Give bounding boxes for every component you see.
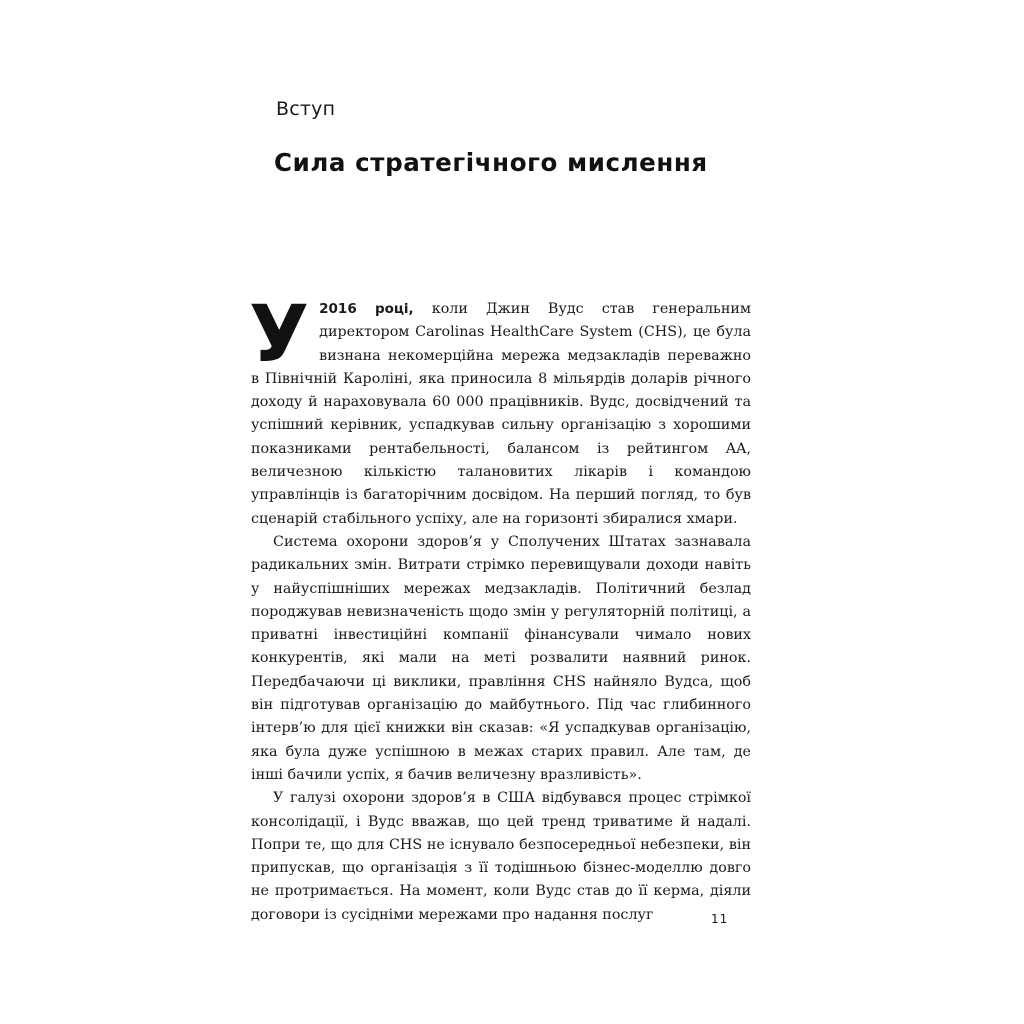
drop-cap: У [249, 290, 310, 380]
lead-in: 2016 році, [319, 301, 414, 317]
chapter-title: Сила стратегічного мислення [274, 148, 708, 177]
body-text [249, 290, 751, 927]
section-label: Вступ [276, 98, 336, 120]
paragraph-1 [249, 290, 751, 531]
paragraph-2: Система охорони здоров’я у Сполучених Штатах зазнавала радикальних змін. Витрати стрімко перевищували доходи навіть у найуспішніших мережах медзакладів. Політичний безлад породжував невизначеність щодо змін у регуляторній політиці, а приватні інвестиційні компанії фінансували чимало нових конкурентів, які мали на меті розвалити наявний ринок. Передбачаючи ці виклики, правління CHS найняло Вудса, щоб він підготував організацію до майбутнього. Під час глибинного інтерв’ю для цієї книжки він сказав: «Я успадкував організацію, яка була дуже успішною в межах старих правил. Але там, де інші бачили успіх, я бачив величезну вразливість». [251, 533, 751, 783]
paragraph-1-text: коли Джин Вудс став генеральним директором Carolinas HealthCare System (CHS), це була визнана некомерційна мережа медзакладів переважно в Північній Кароліні, яка приносила 8 мільярдів доларів річного доходу й нараховувала 60 000 працівників. Вудс, досвідчений та успішний керівник, успадкував сильну організацію з хорошими показниками рентабельності, балансом із рейтингом AA, величезною кількістю талановитих лікарів і командою управлінців із багаторічним досвідом. На перший погляд, то був сценарій стабільного успіху, але на горизонті збиралися хмари. [251, 301, 751, 527]
paragraph-3: У галузі охорони здоров’я в США відбувався процес стрімкої консолідації, і Вудс вважав, що цей тренд триватиме й надалі. Попри те, що для CHS не існувало безпосередньої небезпеки, він припускав, що організація з її тодішньою бізнес-моделлю довго не протримається. На момент, коли Вудс став до її керма, діяли договори із сусідніми мережами про надання послуг [251, 790, 751, 923]
page-number: 11 [711, 912, 729, 926]
